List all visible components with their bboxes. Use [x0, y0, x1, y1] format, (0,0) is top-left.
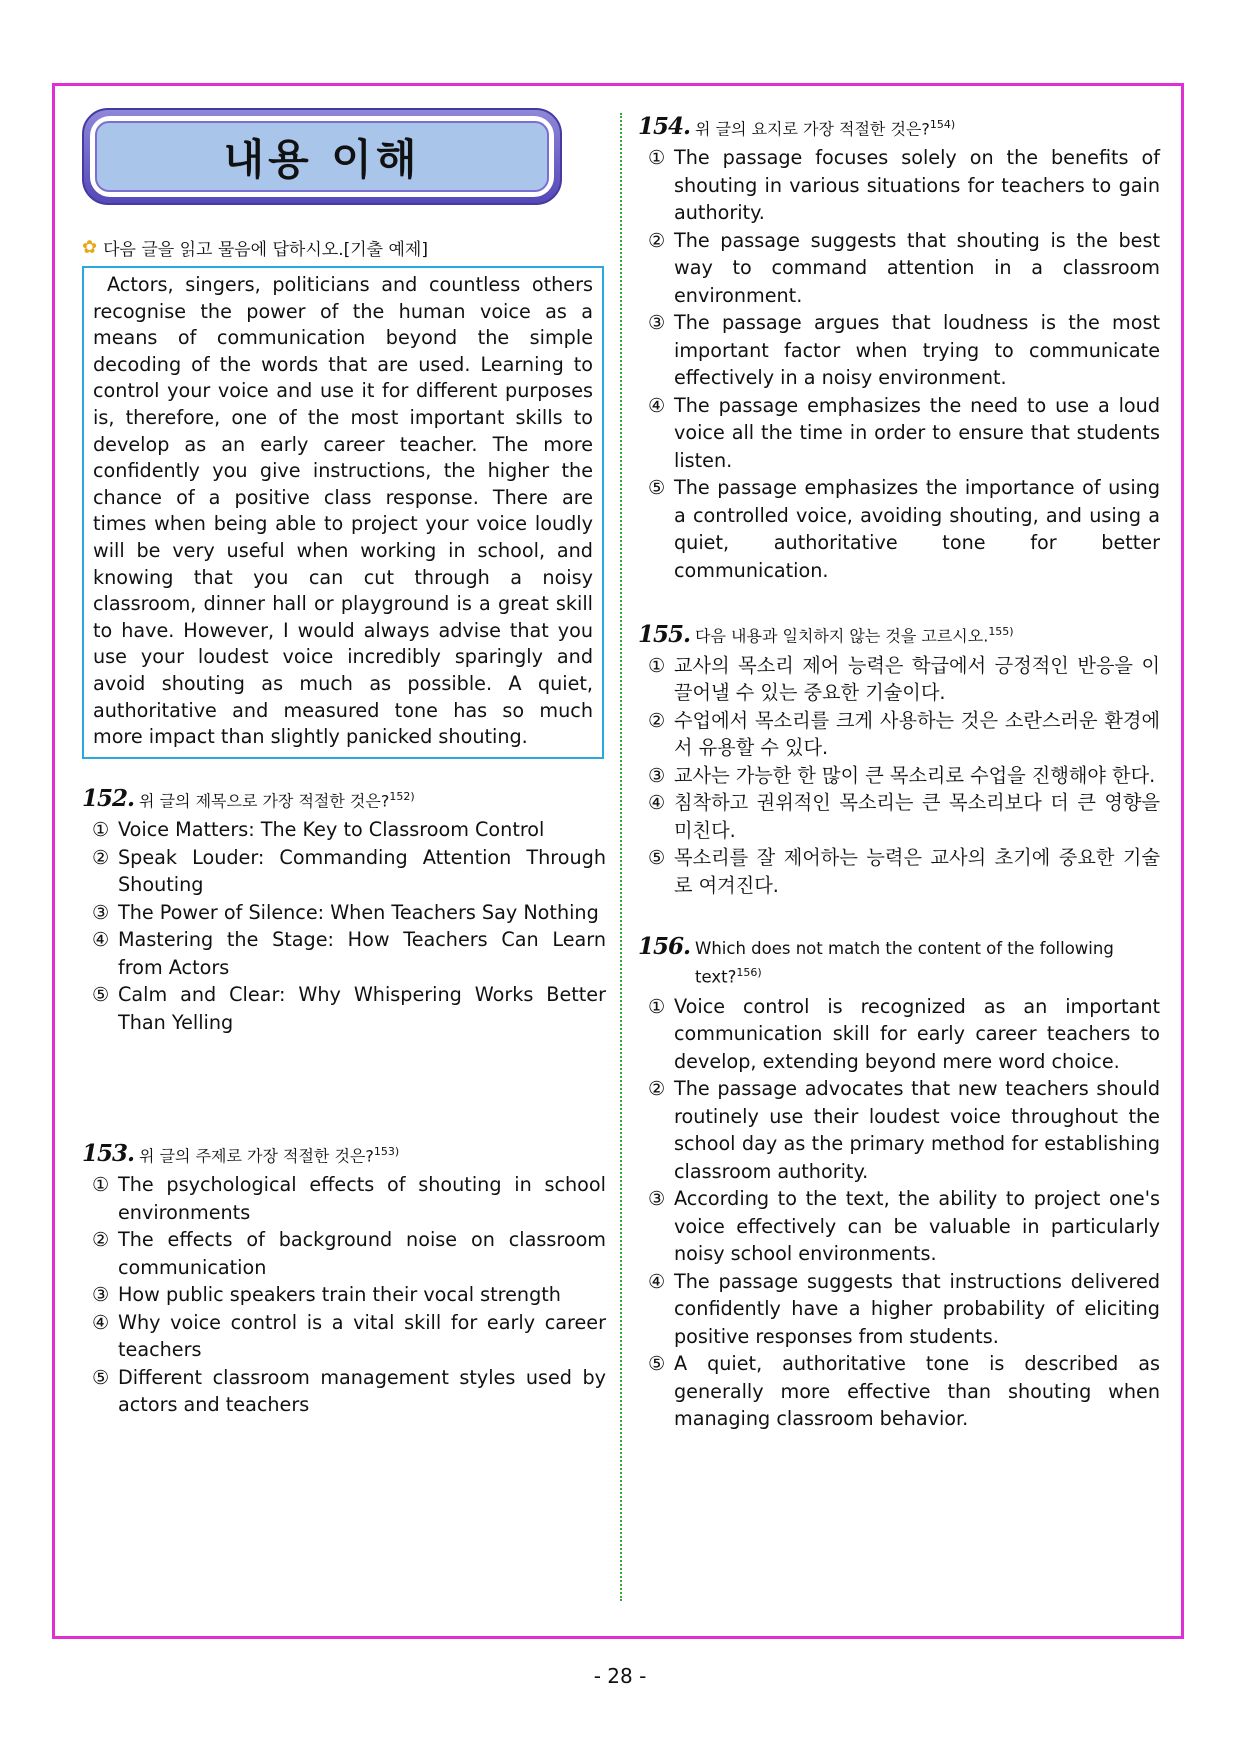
choice[interactable]: ① Voice control is recognized as an important communication skill for early career teachers to develop, extending beyond mere word choice. [648, 994, 1160, 1073]
choice[interactable]: ⑤ Different classroom management styles used by actors and teachers [92, 1365, 606, 1417]
choice[interactable]: ② 수업에서 목소리를 크게 사용하는 것은 소란스러운 환경에서 유용할 수 있다. [648, 708, 1160, 760]
choice[interactable]: ⑤ The passage emphasizes the importance of using a controlled voice, avoiding shouting, and using a quiet, authoritative tone for better communication. [648, 476, 1160, 582]
question-number: 154. [638, 113, 691, 141]
choice[interactable]: ① Voice Matters: The Key to Classroom Control [92, 818, 545, 842]
choice[interactable]: ① 교사의 목소리 제어 능력은 학급에서 긍정적인 반응을 이끌어낼 수 있는 중요한 기술이다. [648, 653, 1160, 705]
instruction [82, 235, 606, 260]
choice[interactable]: ② The passage advocates that new teachers should routinely use their loudest voice throughout the school day as the primary method for establishing classroom authority. [648, 1077, 1160, 1183]
choice[interactable]: ⑤ Calm and Clear: Why Whispering Works Better Than Yelling [92, 983, 606, 1034]
question-152 [82, 785, 606, 1036]
choice-list [638, 652, 1160, 900]
column-divider [620, 113, 622, 1601]
choice[interactable]: ④ Mastering the Stage: How Teachers Can Learn from Actors [92, 928, 606, 979]
choice-list [638, 144, 1160, 584]
question-prompt: 다음 내용과 일치하지 않는 것을 고르시오. [695, 626, 989, 646]
page-number: - 28 - [593, 1664, 647, 1688]
question-note: 154) [929, 118, 956, 131]
question-note: 156) [736, 966, 762, 980]
choice[interactable]: ④ Why voice control is a vital skill for early career teachers [92, 1310, 606, 1362]
flower-icon: ✿ [82, 236, 98, 258]
choice[interactable]: ④ The passage suggests that instructions delivered confidently have a higher probability of eliciting positive responses from students. [648, 1269, 1160, 1348]
question-number: 152. [82, 785, 135, 813]
section-title-banner [82, 108, 562, 205]
choice-list [82, 1171, 606, 1419]
question-note: 152) [389, 789, 415, 803]
right-column [638, 113, 1160, 1433]
choice[interactable]: ② The effects of background noise on classroom communication [92, 1228, 606, 1279]
section-title: 내용 이해 [95, 121, 549, 192]
question-number: 156. [638, 933, 691, 961]
choice[interactable]: ③ 교사는 가능한 한 많이 큰 목소리로 수업을 진행해야 한다. [648, 763, 1156, 787]
choice[interactable]: ⑤ A quiet, authoritative tone is described as generally more effective than shouting when managing classroom behavior. [648, 1352, 1160, 1431]
question-154 [638, 113, 1160, 584]
choice-list [638, 993, 1160, 1433]
question-number: 155. [638, 620, 691, 648]
choice[interactable]: ③ According to the text, the ability to project one's voice effectively can be valuable in particularly noisy school environments. [648, 1187, 1160, 1266]
passage-text: Actors, singers, politicians and countless others recognise the power of the human voice as a means of communication beyond the simple decoding of the words that are used. Learning to control your voice and use it for different purposes is, therefore, one of the most important skills to develop as an early career teacher. The more confidently you give instructions, the higher the chance of a positive class response. There are times when being able to project your voice loudly will be very useful when working in school, and knowing that you can cut through a noisy classroom, dinner hall or playground is a great skill to have. However, I would always advise that you use your loudest voice incredibly sparingly and avoid shouting as much as possible. A quiet, authoritative and measured tone has so much more impact than slightly panicked shouting. [93, 273, 593, 749]
question-156 [638, 935, 1160, 1433]
choice[interactable]: ③ How public speakers train their vocal strength [92, 1283, 561, 1307]
choice[interactable]: ③ The passage argues that loudness is the most important factor when trying to communicate effectively in a noisy environment. [648, 311, 1160, 390]
question-note: 155) [988, 625, 1014, 639]
question-prompt: 위 글의 주제로 가장 적절한 것은? [139, 1146, 374, 1166]
choice[interactable]: ⑤ 목소리를 잘 제어하는 능력은 교사의 초기에 중요한 기술로 여겨진다. [648, 846, 1160, 897]
choice[interactable]: ② The passage suggests that shouting is the best way to command attention in a classroom environment. [648, 228, 1160, 307]
question-prompt: Which does not match the content of the following text? [695, 939, 1114, 987]
choice-list [82, 816, 606, 1036]
choice[interactable]: ① The psychological effects of shouting in school environments [92, 1173, 606, 1224]
left-column [82, 108, 606, 1419]
choice[interactable]: ③ The Power of Silence: When Teachers Say Nothing [92, 900, 599, 924]
passage-box [82, 266, 604, 759]
question-number: 153. [82, 1140, 135, 1168]
question-prompt: 위 글의 제목으로 가장 적절한 것은? [139, 791, 390, 811]
choice[interactable]: ② Speak Louder: Commanding Attention Through Shouting [92, 845, 606, 897]
choice[interactable]: ④ The passage emphasizes the need to use a loud voice all the time in order to ensure that students listen. [648, 393, 1160, 472]
question-153 [82, 1140, 606, 1419]
choice[interactable]: ① The passage focuses solely on the benefits of shouting in various situations for teachers to gain authority. [648, 146, 1160, 225]
question-155 [638, 620, 1160, 899]
choice[interactable]: ④ 침착하고 권위적인 목소리는 큰 목소리보다 더 큰 영향을 미친다. [648, 791, 1160, 842]
question-prompt: 위 글의 요지로 가장 적절한 것은? [695, 119, 930, 139]
question-note: 153) [373, 1145, 400, 1159]
instruction-text: 다음 글을 읽고 물음에 답하시오.[기출 예제] [103, 240, 428, 260]
